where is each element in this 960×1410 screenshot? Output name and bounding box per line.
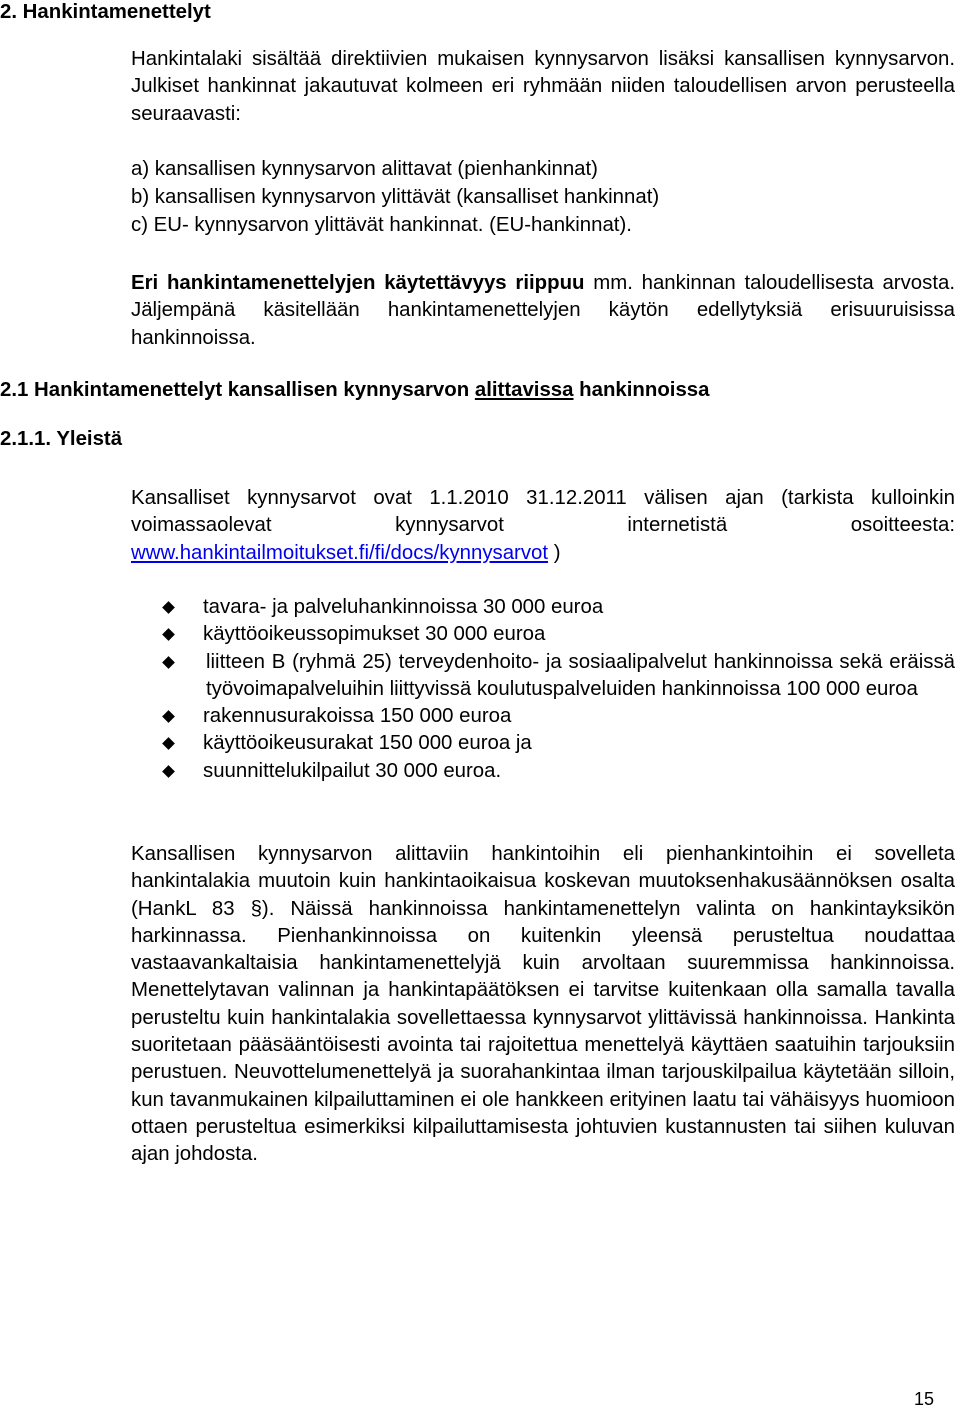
bullet-diamond-icon (162, 601, 175, 614)
bullet-diamond-icon (162, 765, 175, 778)
thresholds-link[interactable]: www.hankintailmoitukset.fi/fi/docs/kynnysarvot (131, 541, 549, 564)
threshold-list (131, 594, 955, 785)
intro-paragraph: Hankintalaki sisältää direktiivien mukaisen kynnysarvon lisäksi kansallisen kynnysarvon. Julkiset hankinnat jakautuvat kolmeen eri ryhmään niiden taloudellisen arvon perusteella seuraavasti: (131, 48, 955, 125)
list-item-text: käyttöoikeusurakat 150 000 euroa ja (203, 732, 532, 755)
thresholds-end-text: ) (548, 541, 561, 564)
bullet-diamond-icon (162, 710, 175, 723)
section-heading: 2. Hankintamenettelyt (0, 1, 211, 23)
list-item (131, 594, 955, 621)
list-item-text: liitteen B (ryhmä 25) terveydenhoito- ja sosiaalipalvelut hankinnoissa sekä eräissä työvoimapalveluihin liittyvissä koulutuspalveluiden hankinnoissa 100 000 euroa (206, 650, 955, 700)
list-item (131, 649, 955, 704)
subsection-heading-underlined: alittavissa (474, 379, 574, 401)
bullet-diamond-icon (162, 738, 175, 751)
thresholds-paragraph (131, 485, 955, 567)
thresholds-intro-text: Kansalliset kynnysarvot ovat 1.1.2010 31.12.2011 välisen ajan (tarkista kulloinkin voimassaolevat kynnysarvot internetistä osoitteesta: (131, 487, 955, 537)
group-item-a: a) kansallisen kynnysarvon alittavat (pienhankinnat) (131, 158, 598, 180)
usage-bold-text: Eri hankintamenettelyjen käytettävyys riippuu (131, 272, 585, 294)
list-item-text: käyttöoikeussopimukset 30 000 euroa (203, 623, 546, 646)
final-paragraph: Kansallisen kynnysarvon alittaviin hankintoihin eli pienhankintoihin ei sovelleta hankintalakia muutoin kuin hankintaoikaisua koskevan muutoksenhakusäännöksen osalta (HankL 83 §). Näissä hankinnoissa hankintamenettelyn valinta on hankintayksikön harkinnassa. Pienhankinnoissa on kuitenkin yleensä perusteltua noudattaa vastaavankaltaisia hankintamenettelyjä kuin arvoltaan suuremmissa hankinnoissa. Menettelytavan valinnan ja hankintapäätöksen ei tarvitse kuitenkaan olla samalla tavalla perusteltu kuin hankintalakia sovellettaessa kynnysarvot ylittävissä hankinnoissa. Hankinta suoritetaan pääsääntöisesti avointa tai rajoitettua menettelyä käyttäen saatuihin tarjouksiin perustuen. Neuvottelumenettelyä ja suorahankintaa ilman tarjouskilpailua käytetään silloin, kun tavanmukainen kilpailuttaminen ei ole hankkeen erityinen laatu tai vähäisyys huomioon ottaen perusteltua esimerkiksi kilpailuttamisesta johtuvien kustannusten tai siihen kuluvan ajan johdosta. (131, 843, 955, 1166)
group-item-b: b) kansallisen kynnysarvon ylittävät (kansalliset hankinnat) (131, 186, 660, 208)
list-item-text: suunnittelukilpailut 30 000 euroa. (203, 759, 502, 782)
group-item-c: c) EU- kynnysarvon ylittävät hankinnat. (EU-hankinnat). (131, 214, 632, 236)
general-heading: 2.1.1. Yleistä (0, 428, 123, 450)
usage-paragraph (131, 270, 955, 352)
list-item-text: rakennusurakoissa 150 000 euroa (203, 705, 512, 728)
page-number: 15 (913, 1389, 934, 1409)
usage-rest-text: mm. hankinnan taloudellisesta arvosta. Jäljempänä käsitellään hankintamenettelyjen käytön edellytyksiä erisuuruisissa hankinnoissa. (131, 272, 955, 349)
list-item (131, 758, 955, 785)
subsection-heading-start: 2.1 Hankintamenettelyt kansallisen kynnysarvon (0, 379, 475, 401)
subsection-heading (0, 379, 709, 402)
bullet-diamond-icon (162, 628, 175, 641)
list-item (131, 703, 955, 730)
list-item (131, 621, 955, 648)
bullet-diamond-icon (162, 656, 175, 669)
list-item (131, 730, 955, 757)
list-item-text: tavara- ja palveluhankinnoissa 30 000 euroa (203, 596, 604, 618)
subsection-heading-end: hankinnoissa (573, 379, 710, 401)
